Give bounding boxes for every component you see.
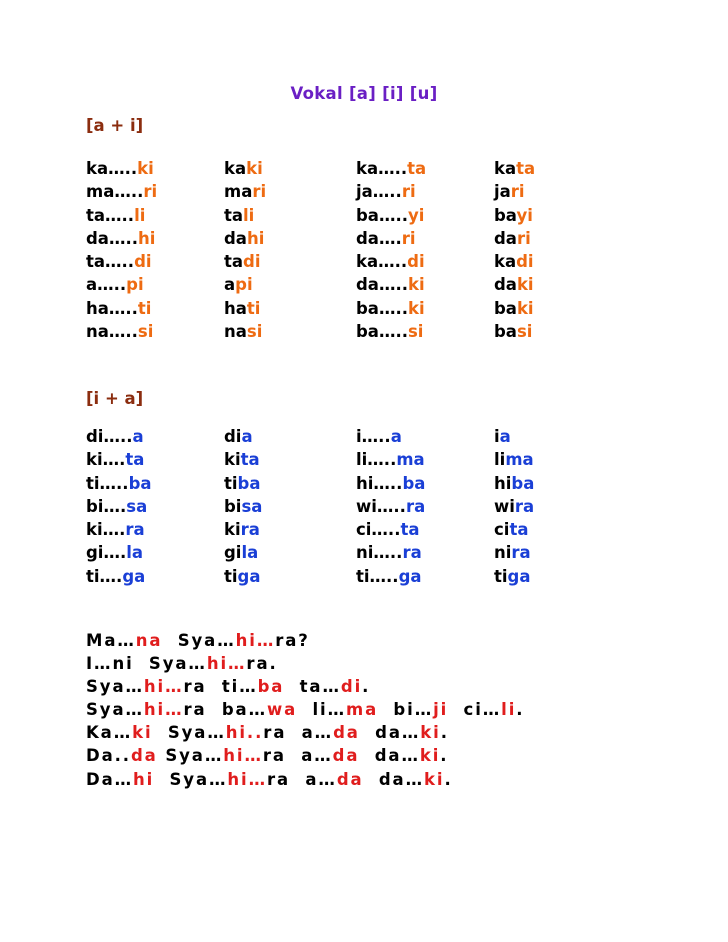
- highlight-syllable: ri: [143, 182, 158, 202]
- word-base: ka: [224, 159, 247, 178]
- word-base: ba: [494, 322, 517, 342]
- highlight-syllable: hi…: [223, 746, 263, 766]
- highlight-syllable: ki: [420, 723, 441, 743]
- word-base: ta…..: [86, 205, 135, 225]
- joined-word: [494, 180, 525, 203]
- word-base: na…..: [86, 322, 138, 342]
- sentence-text: ra ba…: [183, 700, 267, 720]
- word-base: ki: [224, 520, 241, 540]
- word-base: ka: [494, 159, 517, 178]
- joined-word: [224, 495, 262, 518]
- highlight-syllable: si: [246, 322, 263, 342]
- split-word: [86, 448, 144, 471]
- sentence-text: ra?: [275, 631, 310, 650]
- syllable-row: [86, 541, 606, 564]
- highlight-syllable: ba: [128, 473, 152, 493]
- syllable-grid-i-a: [86, 425, 606, 588]
- joined-word: [224, 320, 262, 343]
- word-base: wi: [494, 496, 515, 516]
- syllable-row: [86, 157, 606, 180]
- sentence-text: ta…: [284, 677, 341, 697]
- split-word: [356, 425, 402, 448]
- word-base: di: [224, 427, 242, 446]
- highlight-syllable: ra: [402, 543, 422, 563]
- highlight-syllable: ti: [246, 298, 261, 318]
- joined-word: [494, 320, 532, 343]
- highlight-syllable: di: [516, 252, 534, 272]
- joined-word: [494, 425, 511, 448]
- highlight-syllable: ki: [516, 275, 534, 295]
- syllable-row: [86, 250, 606, 273]
- joined-word: [224, 180, 266, 203]
- word-base: ha…..: [86, 298, 138, 318]
- highlight-syllable: ki: [419, 746, 441, 766]
- highlight-syllable: ri: [401, 182, 416, 202]
- sentence-text: bi…: [378, 700, 434, 720]
- word-base: ti: [494, 566, 508, 586]
- highlight-syllable: ma: [396, 450, 425, 470]
- highlight-syllable: ri: [252, 182, 267, 202]
- split-word: [356, 495, 425, 518]
- highlight-syllable: di: [407, 252, 425, 272]
- highlight-syllable: a: [390, 427, 402, 446]
- highlight-syllable: ga: [507, 566, 531, 586]
- joined-word: [494, 518, 528, 541]
- sentence-text: li…: [297, 700, 346, 720]
- word-base: ki….: [86, 450, 126, 470]
- highlight-syllable: si: [137, 322, 154, 342]
- highlight-syllable: da: [130, 746, 158, 766]
- word-base: da: [224, 228, 247, 248]
- joined-word: [224, 227, 264, 250]
- split-word: [86, 180, 157, 203]
- highlight-syllable: li: [501, 700, 517, 720]
- word-base: li…..: [356, 450, 397, 470]
- split-word: [86, 273, 144, 296]
- highlight-syllable: ta: [125, 450, 145, 470]
- joined-word: [224, 541, 258, 564]
- sentence-text: Sya…: [86, 677, 144, 697]
- word-base: gi: [224, 543, 242, 563]
- word-base: ti…..: [356, 566, 399, 586]
- highlight-syllable: hi…: [143, 700, 184, 720]
- sentence-text: Sya…: [162, 631, 236, 650]
- word-base: ta…..: [86, 252, 135, 272]
- highlight-syllable: ki: [407, 275, 425, 295]
- highlight-syllable: la: [241, 543, 259, 563]
- highlight-syllable: ra: [125, 520, 145, 540]
- sentence-text: da…: [359, 723, 421, 743]
- highlight-syllable: a: [132, 427, 144, 446]
- highlight-syllable: hi: [246, 228, 265, 248]
- word-base: na: [224, 322, 247, 342]
- word-base: ba: [494, 205, 517, 225]
- highlight-syllable: di: [243, 252, 261, 272]
- highlight-syllable: ba: [237, 473, 261, 493]
- word-base: ka…..: [356, 159, 408, 178]
- syllable-row: [86, 297, 606, 320]
- word-base: ba…..: [356, 205, 408, 225]
- joined-word: [224, 273, 253, 296]
- highlight-syllable: ta: [407, 159, 427, 178]
- highlight-syllable: wa: [267, 700, 298, 720]
- highlight-syllable: ra: [240, 520, 260, 540]
- sentence-text: .: [444, 769, 453, 789]
- word-base: ka…..: [356, 252, 408, 272]
- split-word: [86, 297, 151, 320]
- sentence-text: ra.: [246, 654, 278, 674]
- joined-word: [494, 565, 531, 588]
- syllable-row: [86, 425, 606, 448]
- highlight-syllable: ri: [516, 228, 531, 248]
- highlight-syllable: ta: [509, 520, 529, 540]
- sentence-text: da…: [359, 746, 420, 766]
- highlight-syllable: ki: [132, 723, 153, 743]
- highlight-syllable: da: [333, 723, 360, 743]
- split-word: [356, 320, 423, 343]
- split-word: [86, 157, 154, 180]
- highlight-syllable: ba: [511, 473, 535, 493]
- word-base: da: [494, 228, 517, 248]
- sentence-text: ci…: [448, 700, 502, 720]
- highlight-syllable: la: [126, 543, 144, 563]
- sentence-text: .: [440, 723, 449, 743]
- highlight-syllable: di: [134, 252, 152, 272]
- word-base: ti: [224, 473, 238, 493]
- sentence-line: [86, 675, 686, 698]
- sentence-text: ra a…: [267, 769, 337, 789]
- word-base: li: [494, 450, 506, 470]
- word-base: ti…..: [86, 473, 129, 493]
- highlight-syllable: ti: [137, 298, 152, 318]
- split-word: [86, 250, 152, 273]
- joined-word: [494, 157, 535, 180]
- sentence-text: Da…: [86, 769, 134, 789]
- word-base: hi: [494, 473, 512, 493]
- joined-word: [224, 250, 261, 273]
- joined-word: [494, 250, 534, 273]
- split-word: [356, 157, 426, 180]
- split-word: [356, 227, 416, 250]
- split-word: [356, 297, 425, 320]
- joined-word: [224, 204, 254, 227]
- sentence-text: Ka…: [86, 723, 133, 743]
- split-word: [356, 180, 416, 203]
- joined-word: [224, 518, 260, 541]
- highlight-syllable: ki: [246, 159, 263, 178]
- sentence-line: [86, 629, 686, 652]
- syllable-row: [86, 320, 606, 343]
- split-word: [356, 565, 422, 588]
- word-base: ki: [224, 450, 241, 470]
- section-label-a-i: [a + i]: [86, 116, 144, 135]
- sentence-text: Sya…: [154, 769, 228, 789]
- split-word: [86, 227, 155, 250]
- sentence-text: ra ti…: [183, 677, 258, 697]
- highlight-syllable: a: [241, 427, 253, 446]
- word-base: ti….: [86, 566, 123, 586]
- word-base: da: [494, 275, 517, 295]
- highlight-syllable: hi: [133, 769, 155, 789]
- highlight-syllable: hi: [137, 228, 156, 248]
- syllable-row: [86, 518, 606, 541]
- sentence-text: ra a…: [263, 723, 334, 743]
- word-base: bi: [224, 496, 242, 516]
- split-word: [86, 472, 152, 495]
- joined-word: [224, 448, 260, 471]
- sentence-line: [86, 698, 686, 721]
- sentence-line: [86, 721, 686, 744]
- word-base: ki….: [86, 520, 126, 540]
- syllable-row: [86, 495, 606, 518]
- highlight-syllable: ri: [510, 182, 525, 202]
- joined-word: [224, 425, 253, 448]
- sentence-line: [86, 744, 686, 767]
- joined-word: [224, 297, 260, 320]
- word-base: ka…..: [86, 159, 138, 178]
- joined-word: [494, 472, 534, 495]
- sentence-text: I…ni Sya…: [86, 654, 207, 674]
- highlight-syllable: hi…: [235, 631, 276, 650]
- word-base: di…..: [86, 427, 133, 446]
- word-base: wi…..: [356, 496, 406, 516]
- split-word: [356, 250, 425, 273]
- word-base: ja…..: [356, 182, 402, 202]
- highlight-syllable: pi: [235, 275, 253, 295]
- sentence-text: Sya…: [157, 746, 224, 766]
- split-word: [86, 541, 143, 564]
- highlight-syllable: ga: [237, 566, 261, 586]
- highlight-syllable: ga: [122, 566, 146, 586]
- split-word: [86, 495, 147, 518]
- split-word: [86, 425, 144, 448]
- highlight-syllable: ji: [433, 700, 449, 720]
- word-base: bi….: [86, 496, 127, 516]
- highlight-syllable: li: [243, 205, 255, 225]
- split-word: [356, 204, 424, 227]
- page-title: Vokal [a] [i] [u]: [290, 84, 438, 103]
- highlight-syllable: ri: [401, 228, 416, 248]
- highlight-syllable: a: [499, 427, 511, 446]
- split-word: [356, 472, 425, 495]
- joined-word: [224, 565, 261, 588]
- sentence-text: .: [440, 746, 449, 766]
- highlight-syllable: na: [135, 631, 163, 650]
- word-base: a: [224, 275, 236, 295]
- highlight-syllable: ta: [516, 159, 536, 178]
- highlight-syllable: di: [340, 677, 363, 697]
- sentence-text: da…: [363, 769, 424, 789]
- joined-word: [224, 472, 261, 495]
- joined-word: [494, 273, 534, 296]
- word-base: da…..: [86, 228, 138, 248]
- sentence-text: .: [516, 700, 525, 720]
- word-base: ci: [494, 520, 510, 540]
- joined-word: [494, 297, 534, 320]
- highlight-syllable: ki: [424, 769, 445, 789]
- highlight-syllable: hi…: [143, 677, 184, 697]
- highlight-syllable: hi..: [225, 723, 264, 743]
- word-base: ci…..: [356, 520, 401, 540]
- joined-word: [494, 541, 531, 564]
- word-base: gi….: [86, 543, 127, 563]
- joined-word: [494, 495, 534, 518]
- sentence-text: Ma…: [86, 631, 136, 650]
- highlight-syllable: ki: [407, 298, 425, 318]
- highlight-syllable: si: [407, 322, 424, 342]
- sentence-line: [86, 652, 686, 675]
- highlight-syllable: ra: [405, 496, 426, 516]
- word-base: ni…..: [356, 543, 403, 563]
- joined-word: [224, 157, 263, 180]
- word-base: ta: [224, 252, 244, 272]
- highlight-syllable: pi: [126, 275, 144, 295]
- highlight-syllable: ba: [257, 677, 285, 697]
- word-base: ta: [224, 205, 244, 225]
- highlight-syllable: hi…: [206, 654, 247, 674]
- split-word: [356, 518, 420, 541]
- highlight-syllable: yi: [407, 205, 425, 225]
- syllable-row: [86, 204, 606, 227]
- section-label-i-a: [i + a]: [86, 389, 144, 408]
- word-base: i…..: [356, 427, 391, 446]
- split-word: [86, 518, 145, 541]
- split-word: [356, 273, 425, 296]
- syllable-row: [86, 448, 606, 471]
- highlight-syllable: ma: [346, 700, 379, 720]
- word-base: ka: [494, 252, 517, 272]
- word-base: ha: [224, 298, 247, 318]
- sentence-text: Da..: [86, 746, 131, 766]
- highlight-syllable: ki: [137, 159, 154, 178]
- word-base: ma: [224, 182, 253, 202]
- joined-word: [494, 204, 533, 227]
- word-base: da….: [356, 228, 402, 248]
- split-word: [356, 448, 425, 471]
- syllable-row: [86, 565, 606, 588]
- split-word: [86, 565, 145, 588]
- word-base: ja: [494, 182, 511, 202]
- word-base: da…..: [356, 275, 408, 295]
- highlight-syllable: sa: [126, 496, 148, 516]
- sentence-text: Sya…: [86, 700, 144, 720]
- syllable-grid-a-i: [86, 157, 606, 343]
- split-word: [356, 541, 422, 564]
- word-base: hi…..: [356, 473, 403, 493]
- sentence-text: .: [362, 677, 371, 697]
- highlight-syllable: ki: [516, 298, 534, 318]
- joined-word: [494, 227, 531, 250]
- syllable-row: [86, 227, 606, 250]
- highlight-syllable: da: [332, 746, 360, 766]
- word-base: ba…..: [356, 322, 408, 342]
- highlight-syllable: hi…: [227, 769, 268, 789]
- syllable-row: [86, 472, 606, 495]
- highlight-syllable: ma: [505, 450, 534, 470]
- highlight-syllable: ra: [511, 543, 531, 563]
- highlight-syllable: ta: [240, 450, 260, 470]
- highlight-syllable: li: [134, 205, 146, 225]
- split-word: [86, 320, 153, 343]
- highlight-syllable: si: [516, 322, 533, 342]
- reading-sentences: [86, 629, 686, 791]
- split-word: [86, 204, 145, 227]
- word-base: ti: [224, 566, 238, 586]
- sentence-text: ra a…: [262, 746, 333, 766]
- highlight-syllable: ra: [514, 496, 535, 516]
- highlight-syllable: ba: [402, 473, 426, 493]
- highlight-syllable: yi: [516, 205, 533, 225]
- highlight-syllable: ta: [400, 520, 420, 540]
- joined-word: [494, 448, 534, 471]
- syllable-row: [86, 180, 606, 203]
- word-base: ba…..: [356, 298, 408, 318]
- word-base: a…..: [86, 275, 127, 295]
- sentence-text: Sya…: [152, 723, 226, 743]
- word-base: ma…..: [86, 182, 144, 202]
- highlight-syllable: sa: [241, 496, 263, 516]
- highlight-syllable: da: [336, 769, 364, 789]
- word-base: ni: [494, 543, 512, 563]
- syllable-row: [86, 273, 606, 296]
- word-base: i: [494, 427, 500, 446]
- highlight-syllable: ga: [398, 566, 422, 586]
- word-base: ba: [494, 298, 517, 318]
- sentence-line: [86, 768, 686, 791]
